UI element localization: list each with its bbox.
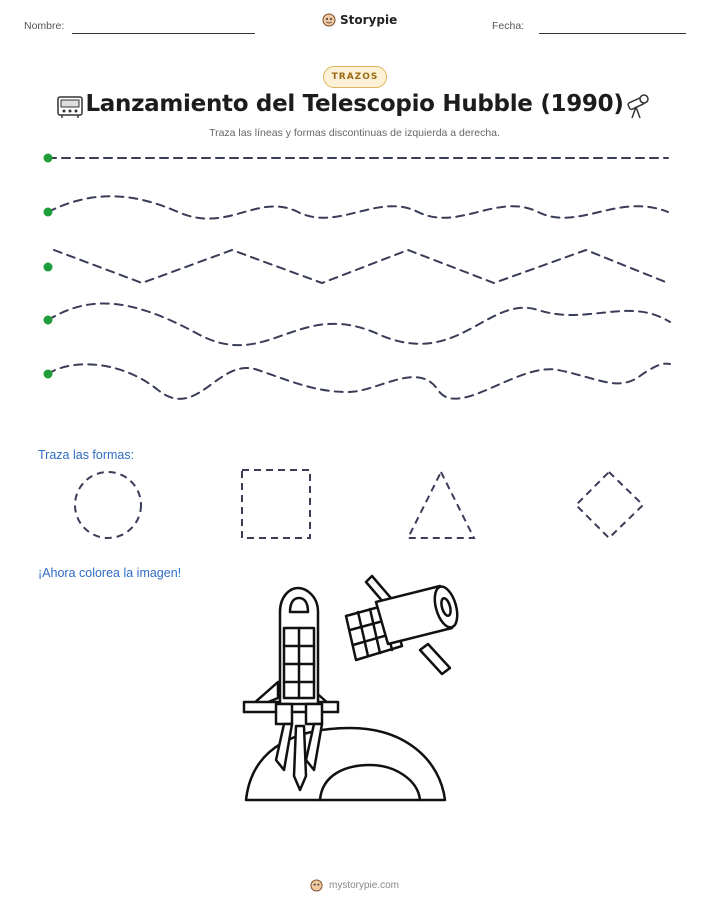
brand-name: Storypie <box>340 13 398 27</box>
name-field[interactable] <box>72 33 255 34</box>
trace-line-gentle-wave[interactable] <box>48 196 668 218</box>
tracing-lines <box>0 140 709 400</box>
instructions: Traza las líneas y formas discontinuas de izquierda a derecha. <box>209 127 500 139</box>
footer-url[interactable]: mystorypie.com <box>328 880 399 891</box>
trace-shape-diamond[interactable] <box>576 472 643 538</box>
storypie-mascot-icon <box>310 879 323 892</box>
trace-line-wave[interactable] <box>48 303 670 345</box>
coloring-label: ¡Ahora colorea la imagen! <box>38 566 182 580</box>
name-label: Nombre: <box>24 20 65 32</box>
page-title: Lanzamiento del Telescopio Hubble (1990) <box>85 91 624 117</box>
start-dot <box>44 370 53 379</box>
start-dot <box>44 154 53 163</box>
date-label: Fecha: <box>492 20 525 32</box>
coloring-picture <box>230 570 470 810</box>
storypie-mascot-icon <box>322 13 336 27</box>
trace-line-deep-wave[interactable] <box>48 364 670 399</box>
brand-logo <box>322 13 397 27</box>
trace-shape-circle[interactable] <box>75 472 141 538</box>
start-dot <box>44 208 53 217</box>
planet-hill <box>246 728 445 800</box>
footer <box>0 879 709 892</box>
telescope-icon <box>622 92 652 122</box>
trace-line-zigzag[interactable] <box>54 250 668 283</box>
trace-shape-triangle[interactable] <box>408 472 474 538</box>
date-field[interactable] <box>539 33 686 34</box>
trace-shape-square[interactable] <box>242 470 310 538</box>
start-dot <box>44 263 53 272</box>
tracing-shapes <box>0 460 709 550</box>
category-badge: TRAZOS <box>323 66 387 88</box>
start-dot <box>44 316 53 325</box>
shapes-label: Traza las formas: <box>38 448 135 462</box>
hubble-telescope <box>346 576 461 674</box>
